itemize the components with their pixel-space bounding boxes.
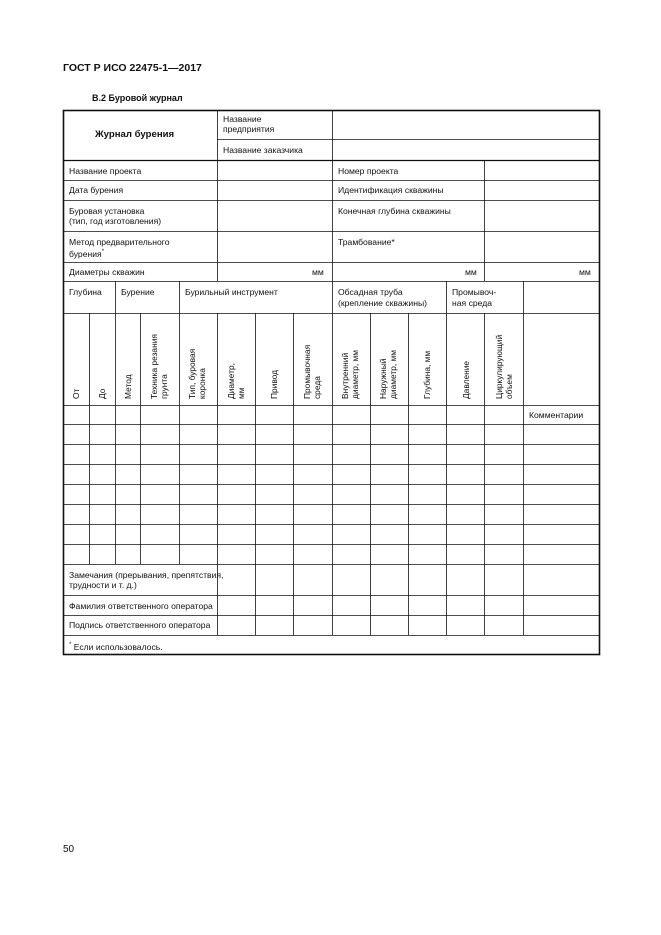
footnote <box>69 640 163 652</box>
col-tech-line2: грунта <box>159 374 169 399</box>
col-to: До <box>97 388 107 399</box>
col-circulating-line1: Циркулирующий <box>494 334 504 399</box>
col-outer-diameter-line1: Наружный <box>378 358 388 399</box>
client-name-label: Название заказчика <box>223 145 303 155</box>
well-id-label: Идентификация скважины <box>338 185 444 195</box>
col-diameter-line2: мм <box>236 387 246 399</box>
footnote-mark: * <box>69 642 72 648</box>
col-flush-line2: среда <box>312 376 322 399</box>
col-circulating-line2: объем <box>504 374 514 399</box>
col-flush-line1: Промывочная <box>302 344 312 399</box>
diameters-label: Диаметры скважин <box>69 267 145 277</box>
col-outer-diameter-line2: диаметр, мм <box>388 349 398 399</box>
remarks-label-line1: Замечания (прерывания, препятствия, <box>69 570 224 580</box>
company-name-label: Название предприятия <box>223 114 275 134</box>
group-casing-line1: Обсадная труба <box>338 287 403 297</box>
mm-unit-1: мм <box>312 267 324 277</box>
page-number: 50 <box>63 844 75 855</box>
project-name-label: Название проекта <box>69 166 142 176</box>
col-tech-line1: Техника резания <box>149 334 159 399</box>
operator-name-label: Фамилия ответственного оператора <box>69 601 213 611</box>
col-pressure: Давление <box>461 360 471 399</box>
group-flush-line1: Промывоч- <box>452 287 497 297</box>
footnote-text: Если использовалось. <box>73 641 163 652</box>
final-depth-label: Конечная глубина скважины <box>338 206 451 216</box>
col-depth-mm: Глубина, мм <box>422 350 432 399</box>
form-title: Журнал бурения <box>95 129 175 140</box>
col-method: Метод <box>123 374 133 399</box>
group-depth: Глубина <box>69 287 102 297</box>
predrill-label-line1: Метод предварительного <box>69 237 170 247</box>
mm-unit-2: мм <box>465 267 477 277</box>
operator-signature-label: Подпись ответственного оператора <box>69 620 211 630</box>
mm-unit-3: мм <box>579 267 591 277</box>
group-tool: Бурильный инструмент <box>185 287 278 297</box>
group-flush-line2: ная среда <box>452 298 493 308</box>
col-drive: Привод <box>269 369 279 399</box>
drilling-date-label: Дата бурения <box>69 185 124 195</box>
col-from: От <box>71 388 81 399</box>
document-header: ГОСТ Р ИСО 22475-1—2017 <box>63 62 202 74</box>
rig-label-line2: (тип, год изготовления) <box>69 216 162 226</box>
col-crown-line2: коронка <box>197 368 207 399</box>
section-title: В.2 Буровой журнал <box>92 93 183 103</box>
col-inner-diameter-line1: Внутренний <box>340 352 350 399</box>
col-diameter-line1: Диаметр, <box>226 363 236 399</box>
rig-label-line1: Буровая установка <box>69 206 145 216</box>
group-drilling: Бурение <box>121 287 155 297</box>
remarks-label-line2: трудности и т. д.) <box>69 580 137 590</box>
group-casing-line2: (крепление скважины) <box>338 298 427 308</box>
project-number-label: Номер проекта <box>338 166 399 176</box>
col-comments: Комментарии <box>529 410 584 420</box>
predrill-label-text: бурения <box>69 248 102 259</box>
predrill-label-line2 <box>69 247 104 259</box>
col-crown-line1: Тип, буровая <box>187 348 197 399</box>
predrill-footnote-mark: * <box>101 249 105 255</box>
tamping-label: Трамбование* <box>338 237 395 247</box>
col-inner-diameter-line2: диаметр, мм <box>350 349 360 399</box>
